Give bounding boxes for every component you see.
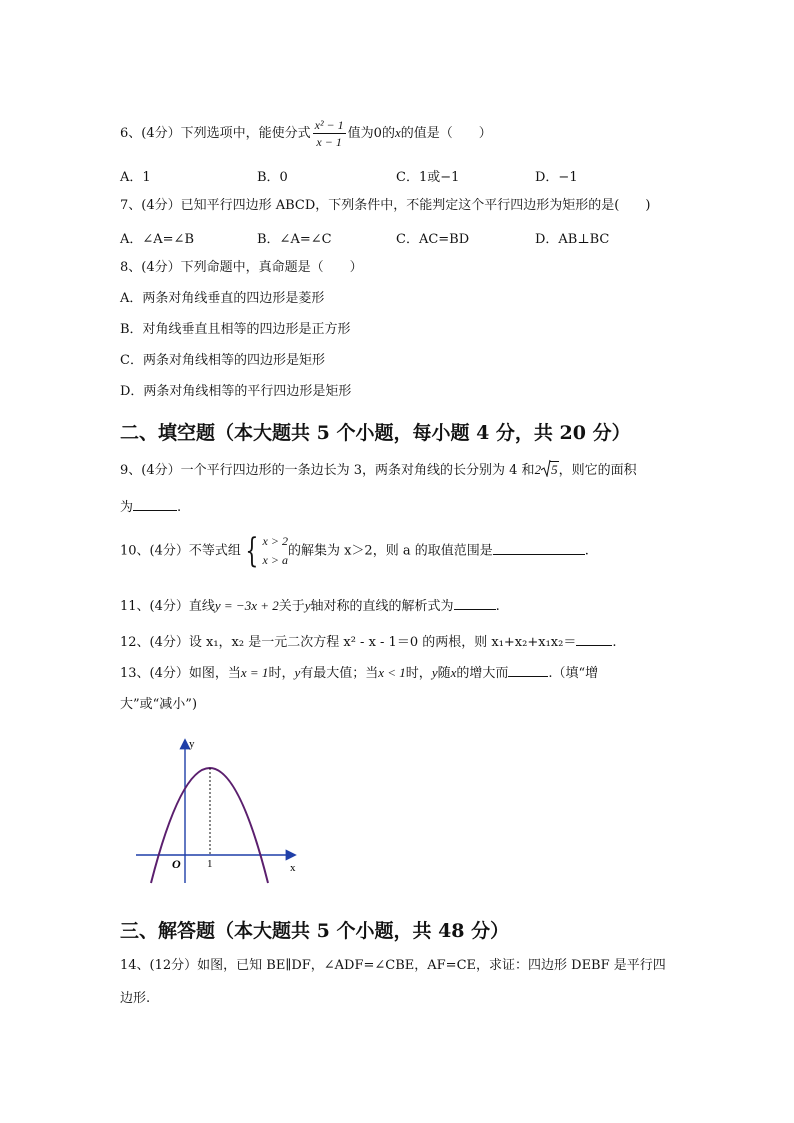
q10-inequality-system [263,532,288,570]
q10-inequality-2: x > a [262,553,288,567]
q13-var-y-1: y [294,665,301,680]
q6-option-a: A．1 [120,170,151,185]
q8-option-d: D．两条对角线相等的平行四边形是矩形 [120,384,352,399]
q6-suffix: 的值是（ ） [400,126,492,141]
question-7: 7、(4分）已知平行四边形 ABCD，下列条件中，不能判定这个平行四边形为矩形的是( ) [120,198,651,213]
q10-suffix-b: . [584,543,589,559]
q11-prefix: 11、(4分）直线 [120,599,215,614]
q7-option-d: D．AB⊥BC [535,232,610,247]
q6-mid: 值为 [347,126,374,141]
q11-suffix-a: 轴对称的直线的解析式为 [310,599,454,614]
question-9 [120,461,637,480]
sqrt-radical-icon [541,461,559,480]
q12-answer-blank[interactable] [576,633,612,646]
q6-fraction-numerator: x² − 1 [314,118,344,132]
q6-option-d: D．−1 [535,170,578,185]
origin-label: O [172,857,181,871]
question-11 [120,597,500,616]
q12-text-b: . [612,635,617,650]
q6-fraction-denominator: x − 1 [316,135,342,149]
section-2-heading: 二、填空题（本大题共 5 个小题，每小题 4 分，共 20 分） [120,422,631,444]
q9-text-a: 9、(4分）一个平行四边形的一条边长为 3，两条对角线的长分别为 4 和 [120,463,535,478]
q10-inequality-1: x > 2 [262,534,288,548]
q13-var-x: x [450,665,457,680]
q10-answer-blank[interactable] [493,542,585,555]
x-tick-label: 1 [207,858,213,870]
q13-p3: 有最大值；当 [300,666,379,681]
q7-option-a: A．∠A=∠B [120,232,195,247]
q7-option-b: B．∠A=∠C [257,232,332,247]
q7-option-c: C．AC=BD [396,232,470,247]
q9-line2-a: 为 [120,500,134,515]
q9-sqrt-argument: 5 [551,462,558,477]
q6-de: 的 [381,126,395,141]
q11-expression: y = −3x + 2 [214,598,279,613]
question-14: 14、(12分）如图，已知 BE∥DF，∠ADF=∠CBE，AF=CE，求证：四边形 DEBF 是平行四 [120,958,666,973]
question-13-line-2: 大”或“减小”) [120,697,198,712]
q13-p2: 时， [268,666,295,681]
q11-var: y [304,598,311,613]
q6-prefix: 6、(4分）下列选项中，能使分式 [120,126,311,141]
q13-answer-blank[interactable] [508,664,548,677]
q9-text-b: ，则它的面积 [558,463,637,478]
q6-zero: 0 [373,126,382,141]
q9-sqrt-coefficient: 2 [534,462,542,477]
q13-p6: 的增大而 [456,666,509,681]
q6-var: x [394,125,401,140]
q13-condition-2: x < 1 [378,665,406,680]
q8-option-b: B．对角线垂直且相等的四边形是正方形 [120,322,351,337]
q6-option-b: B．0 [257,170,288,185]
q9-answer-blank[interactable] [133,498,177,511]
q10-suffix-a: 的解集为 x＞2，则 a 的取值范围是 [287,543,493,559]
q13-p7: .（填“增 [548,666,599,681]
q13-var-y-2: y [431,665,438,680]
question-13 [120,664,598,683]
section-3-heading: 三、解答题（本大题共 5 个小题，共 48 分） [120,920,510,942]
q12-text-a: 12、(4分）设 x₁，x₂ 是一元二次方程 x² - x - 1＝0 的两根，则 x₁+x₂+x₁x₂＝ [120,635,577,650]
q13-p1: 13、(4分）如图，当 [120,666,241,681]
q11-mid: 关于 [278,599,305,614]
q8-option-a: A．两条对角线垂直的四边形是菱形 [120,291,325,306]
q8-option-c: C．两条对角线相等的四边形是矩形 [120,353,325,368]
question-14-line-2: 边形. [120,991,151,1006]
question-12 [120,633,616,652]
q10-prefix: 10、(4分）不等式组 [120,543,241,559]
question-8: 8、(4分）下列命题中，真命题是（ ） [120,260,363,275]
y-axis-label: y [189,738,195,750]
question-6 [120,117,492,150]
q9-line2-b: . [177,500,182,515]
q13-condition-1: x = 1 [240,665,269,680]
q13-p4: 时， [405,666,432,681]
left-brace-icon: { [245,531,259,571]
q13-p5: 随 [437,666,451,681]
q6-fraction [313,117,346,150]
q11-suffix-b: . [495,599,500,614]
x-axis-label: x [290,862,296,874]
question-9-line-2 [120,498,181,517]
q11-answer-blank[interactable] [454,597,496,610]
parabola-graph [130,735,310,885]
question-10 [120,532,589,570]
q6-option-c: C．1或−1 [396,170,460,185]
